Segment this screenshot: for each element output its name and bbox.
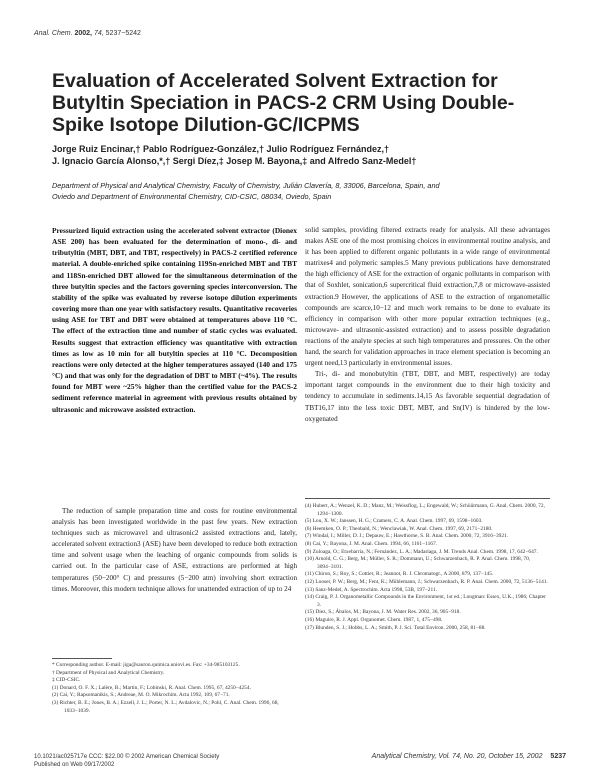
reference-item: (10) Arnold, C. G.; Berg, M.; Müller, S. R.; Dommann, U.; Schwarzenbach, R. P. Anal. Chem. 1998, 70, 3094−3101. [305,556,531,570]
reference-item: (5) Lou, X. W.; Janssen, H. G.; Cramers, C. A. Anal. Chem. 1997, 69, 1598−1603. [305,518,483,525]
body-paragraph: solid samples, providing filtered extracts ready for analysis. All these advantages makes ASE one of the most promising choices in environmental routine analysis, and it has been applied to different organic pollutants in a wide range of environmental matrixes4 and polymeric samples.5 Many previous publications have demonstrated the high efficiency of ASE for the extraction of organic pollutants in comparison with that of Soxhlet, sonication,6 supercritical fluid extraction,7,8 or microwave-assisted extraction.9 However, the applications of ASE to the extraction of organometallic compounds are scarce,10−12 and much work remains to be done to evaluate its efficiency in comparison with other more popular extraction techniques (e.g., microwave- and ultrasonic-assisted extraction) and to assess possible degradation reactions of the analyte species at such high temperatures and pressures. On the other hand, the search for validation approaches in trace element speciation is becoming an urgent need,13 particularly in environmental issues. [305,226,550,368]
reference-item: (3) Richter, B. E.; Jones, B. A.; Ezzell, J. L.; Porter, N. L.; Avdalovic, N.; Pohl, C. Anal. Chem. 1996, 68, 1033−1039. [52,699,279,714]
footnote: ‡ CID-CSIC. [52,677,81,684]
article-title: Evaluation of Accelerated Solvent Extraction for Butyltin Speciation in PACS-2 CRM Using Double-Spike Isotope Dilution-GC/ICPMS [52,70,515,136]
reference-item: (9) Zuloaga, O.; Etxebarria, N.; Fernández, L. A.; Madariaga, J. M. Trends Anal. Chem. 1998, 17, 642−647. [305,548,538,555]
body-paragraph: Tri-, di- and monobutyltin (TBT, DBT, and MBT, respectively) are today important target compounds in the environment due to their high toxicity and tendency to accumulate in sediments.14,15 As favorable sequential degradation of TBT16,17 into the less toxic DBT, MBT, and Sn(IV) is hindered by the low-oxygenated [305,370,550,423]
reference-item: (7) Windal, I.; Miller, D. J.; Depauw, E.; Hawthorne, S. B. Anal. Chem. 2000, 72, 3916−3921. [305,533,509,540]
footnote-divider [52,658,112,659]
reference-item: (17) Blunden, S. J.; Hobbs, L. A.; Smith, P. J. Sci. Total Environ. 2000, 258, 81−88. [305,624,486,631]
journal-year: 2002, [74,30,93,37]
doi-line: 10.1021/ac025717e CCC: $22.00 © 2002 American Chemical Society [34,754,220,760]
journal-pages: 5237−5242 [105,30,141,37]
footnote: * Corresponding author. E-mail: jiga@sauron.quimica.uniovi.es. Fax: +34-985103125. [52,662,240,668]
author-line: Jorge Ruiz Encinar,† Pablo Rodríguez-González,† Julio Rodríguez Fernández,† [52,144,390,154]
journal-volume: 74, [93,30,104,37]
references-divider [305,498,550,499]
body-paragraph: The reduction of sample preparation time and costs for routine environmental analysis has been investigated worldwide in the past few years. New extraction techniques such as microwave1 and ultrasonic2 assisted extractions and, lately, accelerated solvent extraction3 (ASE) have been developed to reduce both extraction time and solvent usage when the leaching of organic compounds from solids is carried out. In the particular case of ASE, extractions are performed at high temperatures (50−200° C) and pressures (5−200 atm) involving short extraction times. Moreover, this modern technique allows for unattended extraction of up to 24 [52,507,297,593]
abstract: Pressurized liquid extraction using the accelerated solvent extractor (Dionex ASE 200) has been evaluated for the determination of mono-, di- and tributyltin (MBT, DBT, and TBT, respectively) in PACS-2 certified reference material. A double-enriched spike containing 119Sn-enriched MBT and TBT and 118Sn-enriched DBT allowed for the simultaneous determination of the three butyltin species and the factors governing species interconversion. The stability of the spike was evaluated by reverse isotope dilution experiments covering more than one year with satisfactory results. Quantitative recoveries using ASE for TBT and DBT were obtained at temperatures above 110 °C. The effect of the extraction time and number of static cycles was evaluated. Results suggest that extraction efficiency was quantitative with extraction times as low as 10 min for all butyltin species at 110 °C. Decomposition reactions were only detected at the higher temperatures assayed (140 and 175 °C) and that was only for the degradation of DBT to MBT (~4%). The results found for MBT were ~25% higher than the certified value for the PACS-2 sediment reference material in agreement with previous results obtained by ultrasonic and microwave assisted extraction. [52,226,297,414]
reference-item: (14) Craig, P. J. Organometallic Compounds in the Environment, 1st ed.; Longman: Essex, U.K., 1986; Chapter 3. [305,594,546,608]
reference-item: (6) Heemken, O. P.; Theobald, N.; Wenclawiak, W. Anal. Chem. 1997, 69, 2171−2180. [305,525,493,532]
affiliation-line: Oviedo and Department of Environmental Chemistry, CID-CSIC, 08034, Oviedo, Spain [52,192,332,201]
affiliation-line: Department of Physical and Analytical Chemistry, Faculty of Chemistry, Julián Clavería, 8, 33006, Barcelona, Spain, and [52,181,440,190]
reference-item: (8) Cai, Y.; Bayona, J. M. Anal. Chem. 1994, 66, 1161−1167. [305,540,438,547]
reference-item: (4) Hubert, A.; Wenzel, K. D.; Manz, M.; Weissflog, L.; Engewald, W.; Schüürmann, G. Anal. Chem. 2000, 72, 1294−1300. [305,503,545,517]
author-line: J. Ignacio García Alonso,*,† Sergi Díez,‡ Josep M. Bayona,‡ and Alfredo Sanz-Medel† [52,156,417,166]
footnotes [52,662,297,715]
reference-item: (11) Chiron, S.; Roy, S.; Cottier, R.; Jeannot, R. J. Chromatogr., A 2000, 879, 137−145. [305,571,494,578]
journal-header [34,30,141,37]
page-number: 5237 [550,753,566,760]
journal-name: Anal. Chem. [34,30,73,37]
author-list [52,143,552,167]
publication-date: Published on Web 09/17/2002 [34,762,115,768]
reference-item: (1) Donard, O. F. X.; Lalère, B.; Martin, F.; Lobinski, R. Anal. Chem. 1995, 67, 4250−4254. [52,684,251,691]
doi-footer [34,753,219,769]
introduction-right-column [305,225,550,425]
reference-item: (13) Sanz-Medel, A. Spectrochim. Acta 1998, 53B, 197−211. [305,586,438,593]
affiliation [52,180,572,202]
introduction-left-column [52,506,297,595]
page-footer [350,753,566,760]
reference-item: (16) Maguire, R. J. Appl. Organomet. Chem. 1987, 1, 475−498. [305,616,443,623]
reference-item: (15) Díez, S.; Ábalos, M.; Bayona, J. M. Water Res. 2002, 36, 905−918. [305,609,461,616]
reference-item: (12) Looser, P. W.; Berg, M.; Fent, K.; Mühlemann, J.; Schwarzenbach, R. P. Anal. Chem. 2000, 72, 5136−5141. [305,578,548,585]
reference-item: (2) Cai, Y.; Rapsomanikis, S.; Andreae, M. O. Mikrochim. Acta 1992, 109, 67−71. [52,692,230,699]
journal-citation: Analytical Chemistry, Vol. 74, No. 20, October 15, 2002 [371,753,543,760]
references [305,503,550,632]
footnote: † Department of Physical and Analytical Chemistry. [52,669,165,676]
